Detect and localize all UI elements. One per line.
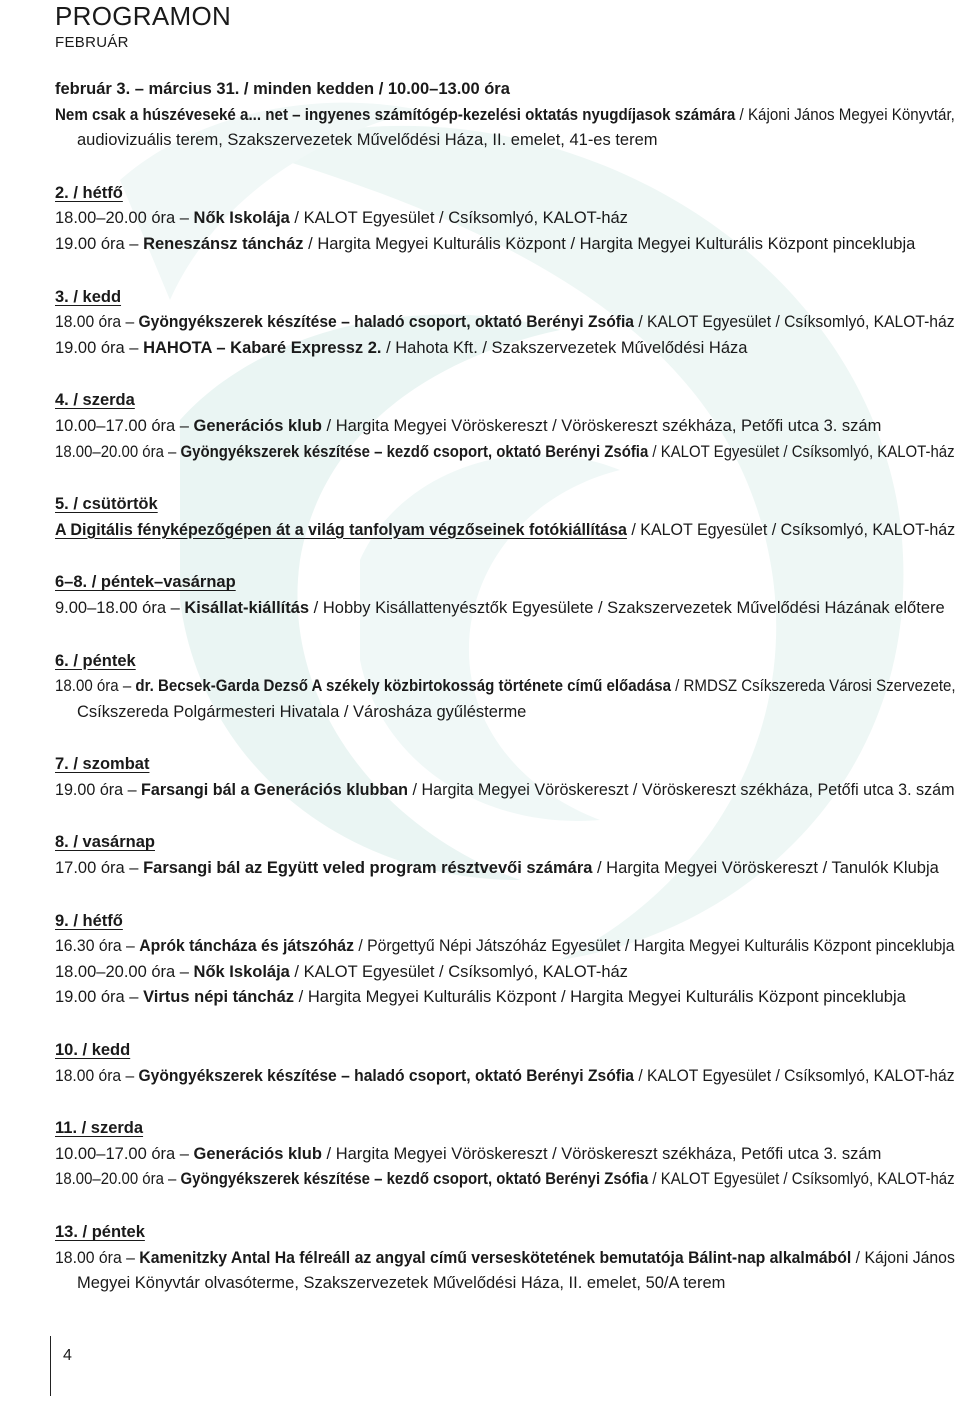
event-line xyxy=(55,1142,955,1168)
event-title: A Digitális fényképezőgépen át a világ tanfolyam végzőseinek fotókiállítása xyxy=(55,520,627,539)
event-line xyxy=(55,596,955,622)
day-heading: 5. / csütörtök xyxy=(55,495,158,514)
day-heading: 6–8. / péntek–vasárnap xyxy=(55,573,236,592)
event-location: / KALOT Egyesület / Csíksomlyó, KALOT-ház xyxy=(648,442,955,461)
event-title: Farsangi bál az Együtt veled program résztvevői számára xyxy=(143,859,593,878)
event-line xyxy=(55,518,956,544)
event-line xyxy=(55,206,955,232)
event-time: 18.00–20.00 óra – xyxy=(55,209,194,228)
page-header xyxy=(55,2,231,52)
event-title: Generációs klub xyxy=(193,416,322,435)
event-line xyxy=(55,336,955,362)
day-heading: 9. / hétfő xyxy=(55,911,123,930)
event-location: / Hargita Megyei Vöröskereszt / Tanulók Klubja xyxy=(592,859,939,878)
event-title: Farsangi bál a Generációs klubban xyxy=(141,780,409,799)
event-title: Nők Iskolája xyxy=(193,209,290,228)
event-time: 19.00 óra – xyxy=(55,988,144,1007)
event-location: / KALOT Egyesület / Csíksomlyó, KALOT-ház xyxy=(289,209,628,228)
event-location: / Hobby Kisállattenyésztők Egyesülete / Szakszervezetek Művelődési Házának előtere xyxy=(309,598,945,617)
day-heading: 13. / péntek xyxy=(55,1223,145,1241)
event-line xyxy=(55,856,955,882)
event-time: 16.30 óra – xyxy=(55,937,140,956)
event-time: 18.00 óra – xyxy=(55,1248,140,1267)
event-location: / Kájoni János Megyei Könyvtár, xyxy=(735,105,955,124)
event-line xyxy=(55,985,955,1011)
event-line xyxy=(55,674,956,700)
day-heading: 4. / szerda xyxy=(55,391,135,410)
event-title: Generációs klub xyxy=(193,1144,322,1163)
event-time: 10.00–17.00 óra – xyxy=(55,1144,194,1163)
event-title: Nem csak a húszéveseké a... net – ingyenes számítógép-kezelési oktatás nyugdíjasok számára xyxy=(55,105,736,124)
event-continuation: Megyei Könyvtár olvasóterme, Szakszervezetek Művelődési Háza, II. emelet, 50/A terem xyxy=(77,1274,726,1293)
event-title: Gyöngyékszerek készítése – haladó csoport, oktató Berényi Zsófia xyxy=(138,313,635,332)
day-heading: 8. / vasárnap xyxy=(55,833,155,852)
event-line xyxy=(55,778,955,804)
event-location: / KALOT Egyesület / Csíksomlyó, KALOT-ház xyxy=(648,1170,955,1189)
day-heading: 3. / kedd xyxy=(55,287,122,306)
intro-date-line: február 3. – március 31. / minden kedden / 10.00–13.00 óra xyxy=(55,80,510,98)
event-location: / Hargita Megyei Kulturális Központ / Hargita Megyei Kulturális Központ pinceklubja xyxy=(303,234,916,253)
event-location: / KALOT Egyesület / Csíksomlyó, KALOT-ház xyxy=(634,313,955,332)
page-number-rule xyxy=(50,1336,51,1396)
event-title: Nők Iskolája xyxy=(193,962,290,981)
event-continuation: Csíkszereda Polgármesteri Hivatala / Városháza gyűlésterme xyxy=(77,702,527,721)
event-time: 18.00 óra – xyxy=(55,313,139,332)
month-label: FEBRUÁR xyxy=(55,34,129,51)
event-time: 19.00 óra – xyxy=(55,780,142,799)
event-time: 9.00–18.00 óra – xyxy=(55,598,185,617)
event-line xyxy=(55,1064,955,1090)
event-location: / Hargita Megyei Vöröskereszt / Vöröskereszt székháza, Petőfi utca 3. szám xyxy=(321,1144,882,1163)
event-location: / Hargita Megyei Vöröskereszt / Vöröskereszt székháza, Petőfi utca 3. szám xyxy=(408,780,955,799)
event-time: 19.00 óra – xyxy=(55,338,144,357)
event-title: Virtus népi táncház xyxy=(143,988,295,1007)
event-line xyxy=(55,934,955,960)
event-line xyxy=(55,960,955,986)
event-title: HAHOTA – Kabaré Expressz 2. xyxy=(143,338,382,357)
event-location: / Hargita Megyei Vöröskereszt / Vöröskereszt székháza, Petőfi utca 3. szám xyxy=(321,416,882,435)
event-time: 19.00 óra – xyxy=(55,234,144,253)
intro-event-continuation: audiovizuális terem, Szakszervezetek Művelődési Háza, II. emelet, 41-es terem xyxy=(77,131,658,150)
event-title: Gyöngyékszerek készítése – haladó csoport, oktató Berényi Zsófia xyxy=(138,1066,635,1085)
event-title: Gyöngyékszerek készítése – kezdő csoport, oktató Berényi Zsófia xyxy=(180,442,649,461)
event-title: Kamenitzky Antal Ha félreáll az angyal című verseskötetének bemutatója Bálint-nap alkalmából xyxy=(139,1248,852,1267)
event-time: 18.00–20.00 óra – xyxy=(55,1170,181,1189)
event-location: / KALOT Egyesület / Csíksomlyó, KALOT-ház xyxy=(634,1066,955,1085)
event-line xyxy=(55,1167,955,1193)
day-heading: 7. / szombat xyxy=(55,755,150,774)
event-title: Reneszánsz táncház xyxy=(143,234,304,253)
program-list xyxy=(55,77,955,1297)
event-location: / Kájoni János xyxy=(851,1248,955,1267)
day-heading: 2. / hétfő xyxy=(55,183,123,202)
event-location: / Hargita Megyei Kulturális Központ / Hargita Megyei Kulturális Központ pinceklubja xyxy=(294,988,906,1007)
intro-event-line xyxy=(55,103,955,129)
event-title: dr. Becsek-Garda Dezső A székely közbirtokosság története című előadása xyxy=(135,677,671,696)
event-time: 18.00 óra – xyxy=(55,677,136,696)
event-line xyxy=(55,232,955,258)
event-line xyxy=(55,440,955,466)
event-location: / Hahota Kft. / Szakszervezetek Művelődési Háza xyxy=(381,338,748,357)
event-title: Gyöngyékszerek készítése – kezdő csoport, oktató Berényi Zsófia xyxy=(180,1170,649,1189)
event-time: 18.00–20.00 óra – xyxy=(55,962,194,981)
event-line xyxy=(55,414,955,440)
event-location: / Pörgettyű Népi Játszóház Egyesület / Hargita Megyei Kulturális Központ pinceklubja xyxy=(353,937,955,956)
event-line xyxy=(55,310,955,336)
event-time: 10.00–17.00 óra – xyxy=(55,416,194,435)
event-line xyxy=(55,1246,955,1272)
day-heading: 11. / szerda xyxy=(55,1119,144,1138)
event-location: / KALOT Egyesület / Csíksomlyó, KALOT-ház xyxy=(626,520,956,539)
event-time: 18.00–20.00 óra – xyxy=(55,442,181,461)
event-time: 18.00 óra – xyxy=(55,1066,139,1085)
page-title: PROGRAMON xyxy=(55,1,232,31)
event-title: Aprók táncháza és játszóház xyxy=(139,937,354,956)
event-title: Kisállat-kiállítás xyxy=(184,598,310,617)
page-number: 4 xyxy=(63,1347,72,1364)
day-heading: 6. / péntek xyxy=(55,651,136,670)
event-location: / RMDSZ Csíkszereda Városi Szervezete, xyxy=(670,677,956,696)
day-heading: 10. / kedd xyxy=(55,1041,131,1060)
event-location: / KALOT Egyesület / Csíksomlyó, KALOT-ház xyxy=(289,962,628,981)
event-time: 17.00 óra – xyxy=(55,859,144,878)
